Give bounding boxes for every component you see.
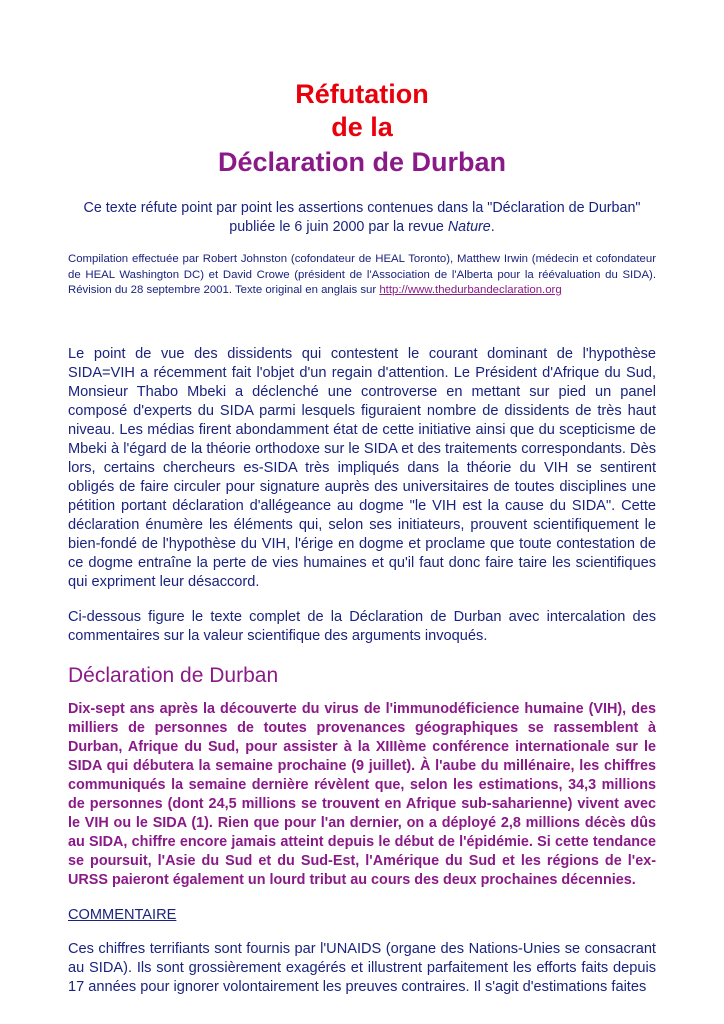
comment-paragraph: Ces chiffres terrifiants sont fournis par l'UNAIDS (organe des Nations-Unies se consacrant au SIDA). Ils sont grossièrement exagérés et illustrent parfaitement les efforts faits depuis 17 années pour ignorer volontairement les preuves contraires. Il s'agit d'estimations faites: [68, 940, 656, 995]
subtitle-end: .: [490, 219, 495, 235]
intro-paragraph-2: Ci-dessous figure le texte complet de la Déclaration de Durban avec intercalation des commentaires sur la valeur scientifique des arguments invoqués.: [68, 608, 656, 644]
comment-label: COMMENTAIRE: [68, 906, 177, 923]
subtitle: [68, 199, 656, 237]
compilation-note: [68, 252, 656, 299]
source-link[interactable]: http://www.thedurbandeclaration.org: [379, 284, 562, 296]
title-line-3: Déclaration de Durban: [217, 147, 507, 177]
declaration-text: Dix-sept ans après la découverte du virus de l'immunodéficience humaine (VIH), des milliers de personnes de toutes provenances géographiques se rassemblent à Durban, Afrique du Sud, pour assister à la XIIIème conférence internationale sur le SIDA qui débutera la semaine prochaine (9 juillet). À l'aube du millénaire, les chiffres communiqués la semaine dernière révèlent que, selon les estimations, 34,3 millions de personnes (dont 24,5 millions se trouvent en Afrique sub-saharienne) vivent avec le VIH ou le SIDA (1). Rien que pour l'an dernier, on a déployé 2,8 millions décès dûs au SIDA, chiffre encore jamais atteint depuis le début de l'épidémie. Si cette tendance se poursuit, l'Asie du Sud et du Sud-Est, l'Amérique du Sud et les régions de l'ex-URSS paieront également un lourd tribut au cours des deux prochaines décennies.: [68, 700, 656, 888]
document-page: [68, 0, 656, 997]
compilation-text: Compilation effectuée par Robert Johnston (cofondateur de HEAL Toronto), Matthew Irwin (médecin et cofondateur de HEAL Washington DC) et David Crowe (président de l'Association de l'Alberta pour la réévaluation du SIDA). Révision du 28 septembre 2001. Texte original en anglais sur: [68, 253, 656, 296]
intro-paragraph-1: Le point de vue des dissidents qui contestent le courant dominant de l'hypothèse SIDA=VIH a récemment fait l'objet d'un regain d'attention. Le Président d'Afrique du Sud, Monsieur Thabo Mbeki a déclenché une controverse en mettant sur pied un panel composé d'experts du SIDA parmi lesquels figuraient nombre de dissidents de très haut niveau. Les médias firent abondamment état de cette initiative ainsi que du scepticisme de Mbeki à l'égard de la théorie orthodoxe sur le SIDA et des traitements correspondants. Dès lors, certains chercheurs es-SIDA très impliqués dans la théorie du VIH se sentirent obligés de faire circuler pour signature auprès des universitaires de toutes disciplines une pétition portant déclaration d'allégeance au dogme "le VIH est la cause du SIDA". Cette déclaration énumère les éléments qui, selon ses initiateurs, prouvent scientifiquement le bien-fondé de l'hypothèse du VIH, l'érige en dogme et proclame que toute contestation de ce dogme entraîne la perte de vies humaines et qu'il faut donc faire taire les scientifiques qui expriment leur désaccord.: [68, 345, 656, 590]
subtitle-text: Ce texte réfute point par point les assertions contenues dans la "Déclaration de Durban" publiée le 6 juin 2000 par la revue: [83, 200, 641, 235]
title-line-2: de la: [331, 112, 393, 142]
section-heading: Déclaration de Durban: [68, 663, 279, 687]
journal-name: Nature: [447, 219, 491, 235]
title-line-1: Réfutation: [295, 79, 429, 109]
